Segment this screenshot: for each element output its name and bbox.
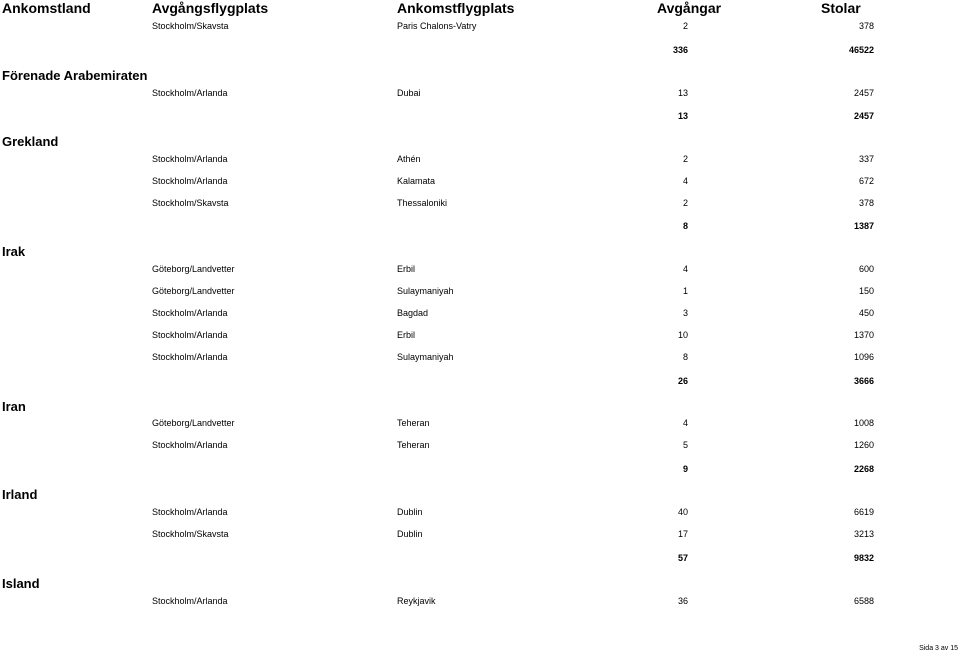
departures-total: 8 <box>682 221 688 231</box>
departures-count: 5 <box>682 440 688 450</box>
seats-total: 3666 <box>853 376 874 386</box>
country-heading: Grekland <box>2 134 59 149</box>
seats-total: 2268 <box>853 464 874 474</box>
departure-airport: Stockholm/Arlanda <box>152 352 228 362</box>
departures-count: 17 <box>677 529 688 539</box>
departure-airport: Stockholm/Arlanda <box>152 330 228 340</box>
departures-count: 2 <box>682 21 688 31</box>
column-header-ankomstflygplats: Ankomstflygplats <box>397 0 515 16</box>
seats-count: 378 <box>858 21 874 31</box>
seats-count: 378 <box>858 198 874 208</box>
departure-airport: Göteborg/Landvetter <box>152 264 235 274</box>
seats-count: 1096 <box>853 352 874 362</box>
departure-airport: Stockholm/Arlanda <box>152 507 228 517</box>
departure-airport: Stockholm/Arlanda <box>152 88 228 98</box>
seats-count: 1260 <box>853 440 874 450</box>
departure-airport: Stockholm/Skavsta <box>152 198 229 208</box>
column-header-ankomstland: Ankomstland <box>2 0 91 16</box>
arrival-airport: Athén <box>397 154 421 164</box>
seats-total: 46522 <box>848 45 874 55</box>
departure-airport: Göteborg/Landvetter <box>152 286 235 296</box>
arrival-airport: Erbil <box>397 330 416 340</box>
seats-count: 672 <box>858 176 874 186</box>
departures-total: 57 <box>677 553 688 563</box>
departure-airport: Stockholm/Arlanda <box>152 154 228 164</box>
departures-total: 13 <box>677 111 688 121</box>
seats-total: 9832 <box>853 553 874 563</box>
seats-total: 1387 <box>853 221 874 231</box>
departures-count: 13 <box>677 88 688 98</box>
seats-count: 1008 <box>853 418 874 428</box>
departures-count: 4 <box>682 418 688 428</box>
seats-count: 6588 <box>853 596 874 606</box>
arrival-airport: Dublin <box>397 507 423 517</box>
arrival-airport: Sulaymaniyah <box>397 286 454 296</box>
departures-count: 10 <box>677 330 688 340</box>
country-heading: Irland <box>2 487 38 502</box>
departure-airport: Göteborg/Landvetter <box>152 418 235 428</box>
country-heading: Förenade Arabemiraten <box>2 68 148 83</box>
departure-airport: Stockholm/Arlanda <box>152 596 228 606</box>
seats-count: 6619 <box>853 507 874 517</box>
departure-airport: Stockholm/Arlanda <box>152 440 228 450</box>
seats-count: 1370 <box>853 330 874 340</box>
departures-count: 8 <box>682 352 688 362</box>
column-header-avgangsflygplats: Avgångsflygplats <box>152 0 269 16</box>
departures-count: 1 <box>682 286 688 296</box>
departure-airport: Stockholm/Skavsta <box>152 529 229 539</box>
arrival-airport: Teheran <box>397 440 430 450</box>
departures-count: 36 <box>677 596 688 606</box>
arrival-airport: Paris Chalons-Vatry <box>397 21 477 31</box>
seats-count: 450 <box>858 308 874 318</box>
departures-count: 2 <box>682 198 688 208</box>
seats-count: 337 <box>858 154 874 164</box>
departures-count: 3 <box>682 308 688 318</box>
departure-airport: Stockholm/Arlanda <box>152 308 228 318</box>
arrival-airport: Erbil <box>397 264 416 274</box>
departure-airport: Stockholm/Arlanda <box>152 176 228 186</box>
departure-airport: Stockholm/Skavsta <box>152 21 229 31</box>
seats-count: 2457 <box>853 88 874 98</box>
arrival-airport: Kalamata <box>397 176 436 186</box>
departures-count: 2 <box>682 154 688 164</box>
departures-total: 336 <box>672 45 688 55</box>
arrival-airport: Dublin <box>397 529 423 539</box>
seats-count: 3213 <box>853 529 874 539</box>
page-footer: Sida 3 av 15 <box>919 645 958 652</box>
column-header-stolar: Stolar <box>821 0 861 16</box>
arrival-airport: Reykjavik <box>397 596 436 606</box>
arrival-airport: Dubai <box>397 88 421 98</box>
country-heading: Iran <box>2 399 26 414</box>
column-header-avgangar: Avgångar <box>657 0 722 16</box>
departures-total: 9 <box>682 464 688 474</box>
arrival-airport: Bagdad <box>397 308 429 318</box>
departures-count: 4 <box>682 264 688 274</box>
arrival-airport: Thessaloniki <box>397 198 448 208</box>
departures-count: 4 <box>682 176 688 186</box>
seats-count: 150 <box>858 286 874 296</box>
seats-total: 2457 <box>853 111 874 121</box>
country-heading: Island <box>2 576 40 591</box>
arrival-airport: Sulaymaniyah <box>397 352 454 362</box>
departures-total: 26 <box>677 376 688 386</box>
arrival-airport: Teheran <box>397 418 430 428</box>
country-heading: Irak <box>2 244 26 259</box>
departures-count: 40 <box>677 507 688 517</box>
seats-count: 600 <box>858 264 874 274</box>
